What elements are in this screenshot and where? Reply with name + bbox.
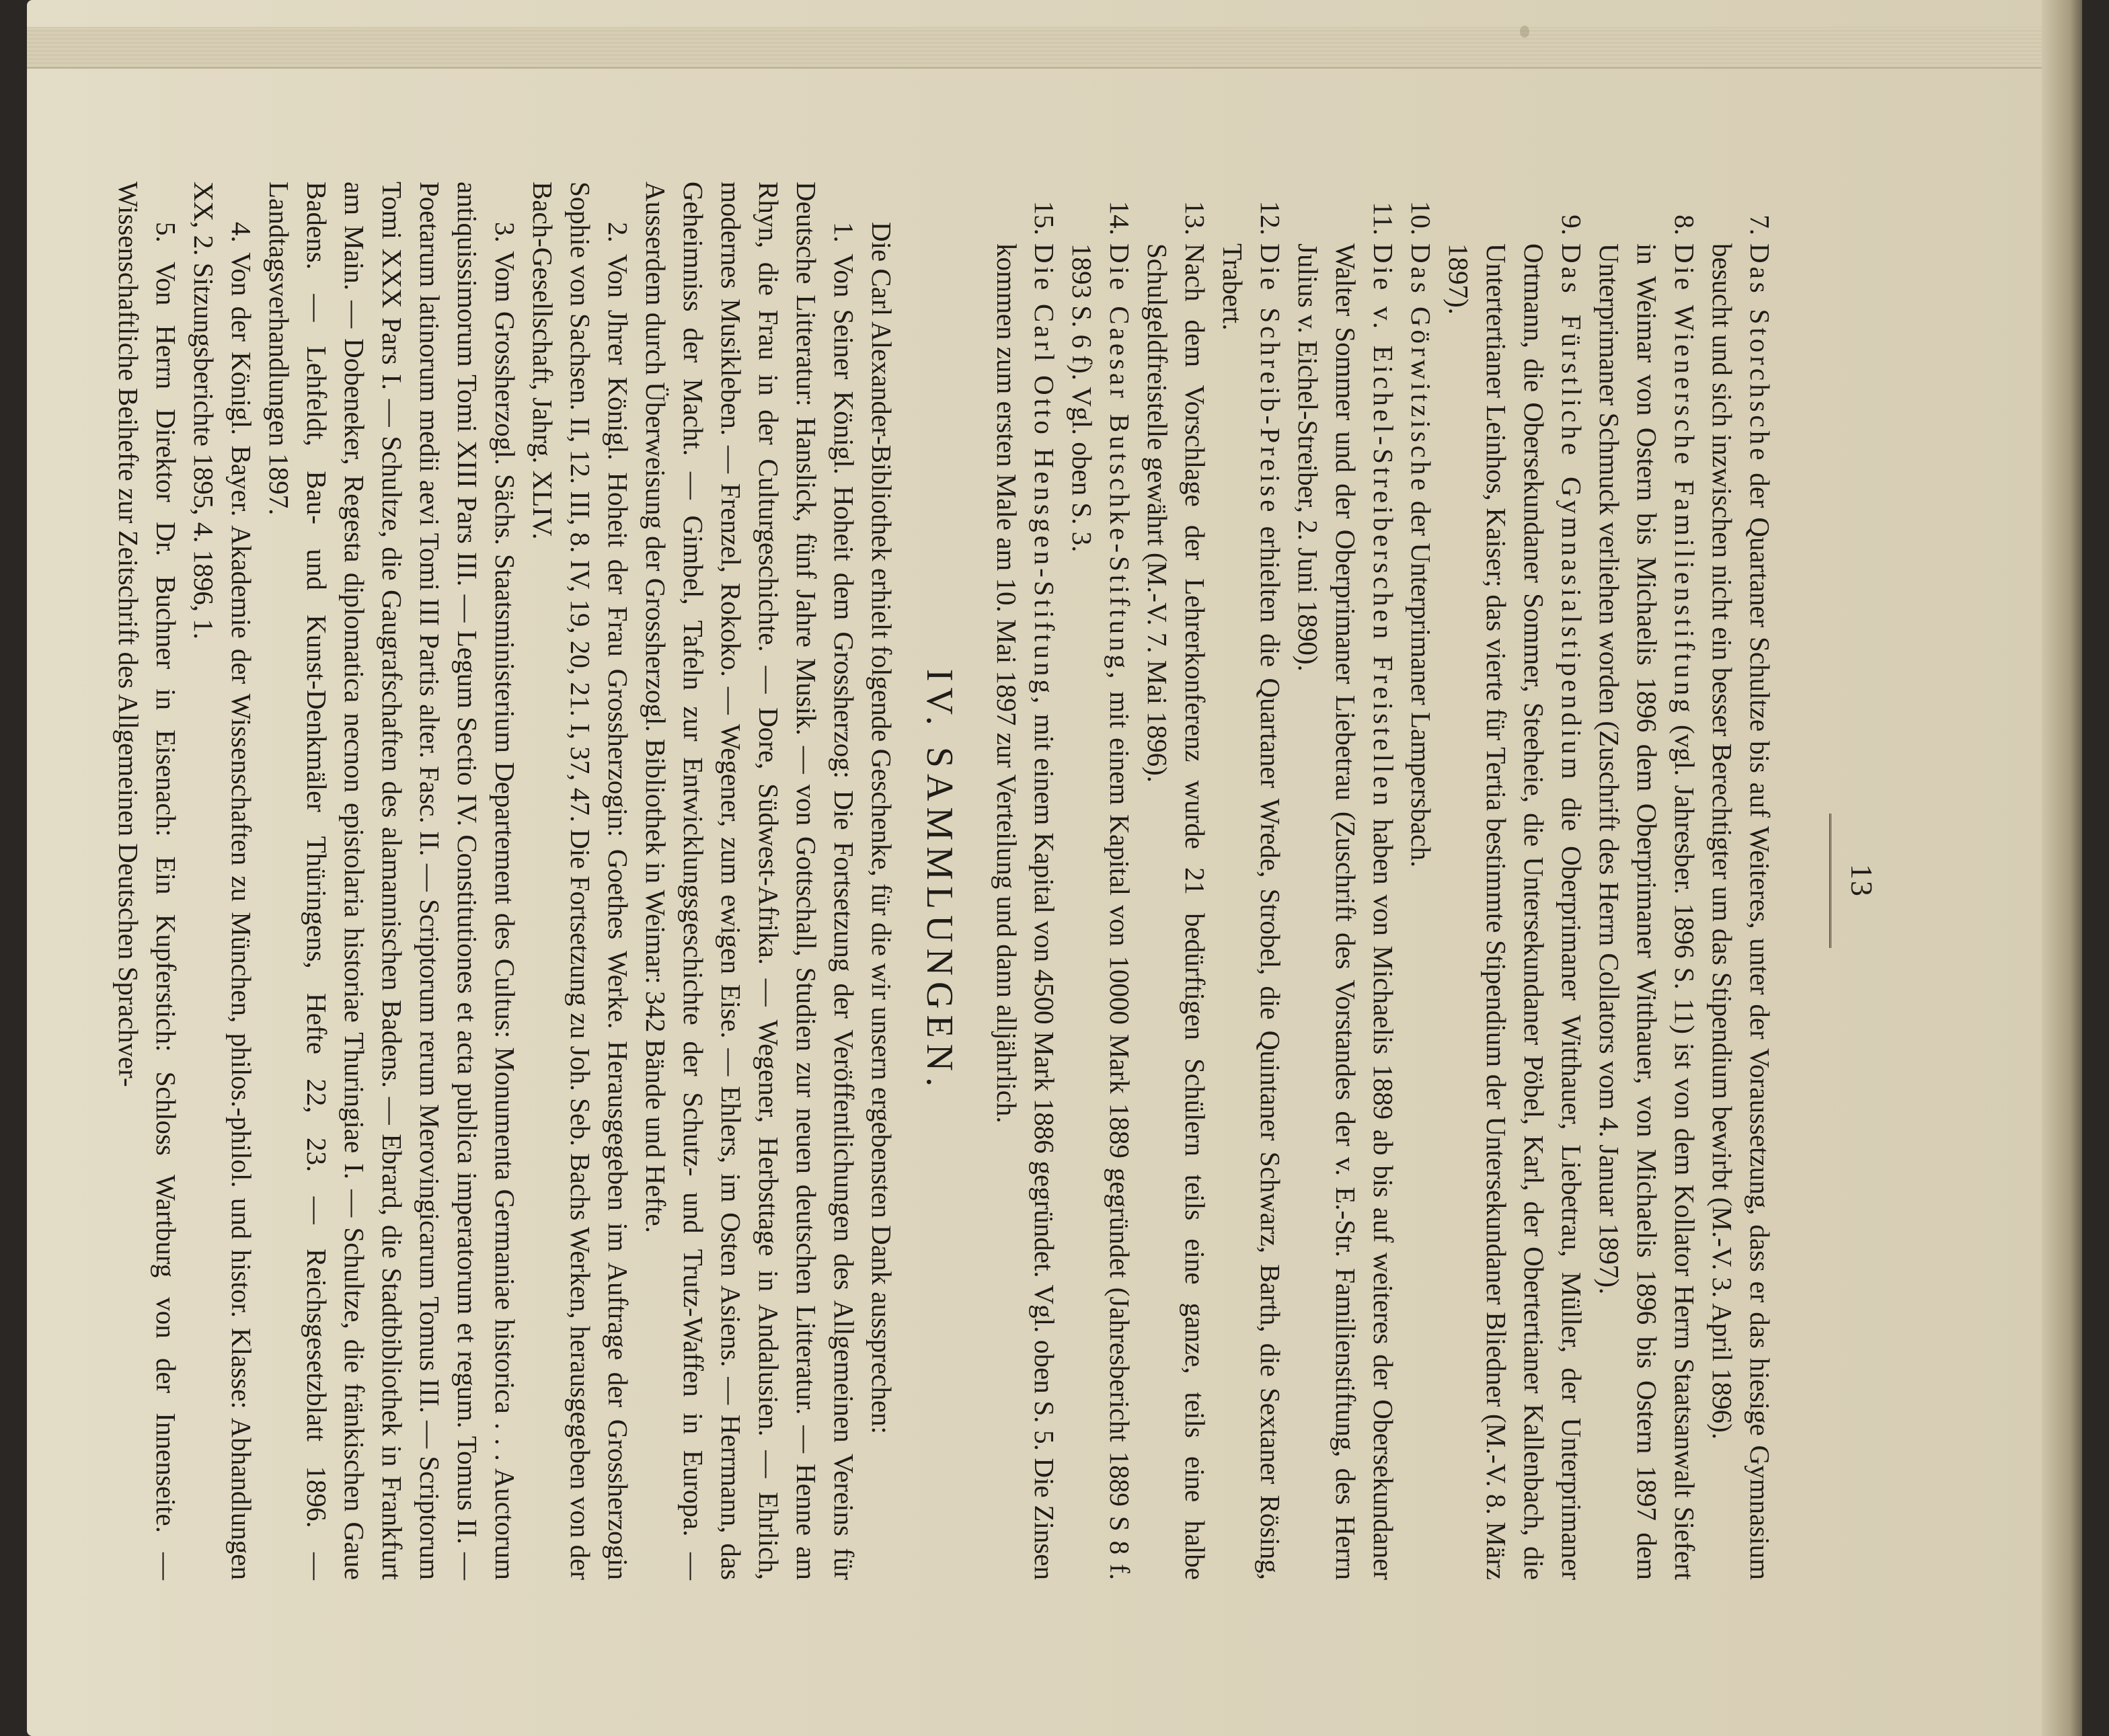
list-item [1214, 182, 1289, 1580]
list-item [1703, 182, 1779, 1580]
gift-entry [524, 182, 637, 1580]
list-item [1139, 182, 1214, 1580]
item-body: die Oberprimaner Witthauer, Liebetrau, Müller, der Unterprimaner Ortmann, die Obersekundaner Sommer, Steeheie, die Untersekundaner Pöbel, Karl, der Obertertianer Kallenbach, die Untertertianer Leinhos, Kaiser; das vierte für Tertia bestimmte Stipendium der Untersekundaner Bliedner (M.-V. 8. März 1897). [1443, 243, 1587, 1581]
item-text [1590, 243, 1703, 1580]
list-item [1063, 182, 1139, 1580]
item-body: der Quartaner Schultze bis auf Weiteres, unter der Voraussetzung, dass er das hiesige Gymnasium besucht und sich inzwischen nicht ein besser Berechtigter um das Stipendium bewirbt (M.-V. 3. April 1896). [1707, 243, 1775, 1580]
gift-text: Von Jhrer Königl. Hoheit der Frau Grossherzogin: Goethes Werke. Herausgegeben im Auftrage der Grossherzogin Sophie von Sachsen. II, 12. III, 8. IV, 19, 20, 21. I, 37, 47. Die Fortsetzung zu Joh. Seb. Bachs Werken, herausgegeben von der Bach-Gesellschaft, Jahrg. XLIV. [527, 182, 634, 1580]
item-text [988, 243, 1063, 1580]
rotated-page-content [0, 182, 1879, 1736]
item-number: 14. [1104, 200, 1135, 235]
gift-number: 2. [603, 222, 634, 243]
item-body: erhielten die Quartaner Wrede, Strobel, die Quintaner Schwarz, Barth, die Sextaner Rösing, Trabert. [1217, 243, 1286, 1580]
book-spine-shadow [2042, 0, 2082, 1736]
gift-text: Von Herrn Direktor Dr. Buchner in Eisenach: Ein Kupferstich: Schloss Wartburg von der Innenseite. — Wissenschaftliche Beihefte zur Zeitschrift des Allgemeinen Deutschen Sprachver- [113, 182, 182, 1580]
item-lead: Die Schreib-Preise [1255, 243, 1286, 516]
page-text-block [113, 182, 1880, 1581]
item-text [1139, 243, 1214, 1580]
section-heading: IV. SAMMLUNGEN. [919, 668, 960, 1093]
gift-number: 3. [490, 222, 521, 243]
page-number: 13 [1845, 864, 1879, 898]
item-number: 8. [1669, 214, 1700, 235]
item-lead: Die Caesar Butschke-Stiftung, [1104, 243, 1135, 682]
item-number: 11. [1368, 202, 1399, 235]
item-text [1289, 243, 1402, 1580]
list-item [1289, 182, 1402, 1580]
item-body: haben von Michaelis 1889 ab bis auf weiteres der Obersekundaner Walter Sommer und der Oberprimaner Liebetrau (Zuschrift des Vorstandes der v. E.-Str. Familienstiftung, des Herrn Julius v. Eichel-Streiber, 2. Juni 1890). [1293, 243, 1399, 1580]
text-body [110, 182, 1779, 1580]
item-lead: Die Carl Otto Hensgen-Stiftung, [1029, 243, 1060, 707]
item-body: der Unterprimaner Lampersbach. [1406, 494, 1436, 868]
gift-entry [260, 182, 524, 1580]
item-text [1440, 243, 1590, 1580]
item-number: 9. [1556, 214, 1587, 235]
list-item [1440, 182, 1590, 1580]
gift-text: Von Seiner Königl. Hoheit dem Grossherzog: Die Fortsetzung der Veröffentlichungen des Allgemeinen Vereins für Deutsche Litteratur: Hanslick, fünf Jahre Musik. — von Gottschall, Studien zur neuen deutschen Litteratur. — Henne am Rhyn, die Frau in der Culturgeschichte. — Dore, Südwest-Afrika. — Wegener, Herbsttage in Andalusien. — Ehrlich, modernes Musikleben. — Frenzel, Rokoko. — Wegener, zum ewigen Eise. — Ehlers, im Osten Asiens. — Herrmann, das Geheimniss der Macht. — Gimbel, Tafeln zur Entwicklungsgeschichte der Schutz- und Trutz-Waffen in Europa. — Ausserdem durch Überweisung der Grossherzogl. Bibliothek in Weimar: 342 Bände und Hefte. [640, 182, 859, 1580]
item-body: Nach dem Vorschlage der Lehrerkonferenz wurde 21 bedürftigen Schülern teils eine ganze, teils eine halbe Schulgeldfreistelle gewährt (M.-V. 7. Mai 1896). [1142, 243, 1211, 1580]
item-body: mit einem Kapital von 10000 Mark 1889 gegründet (Jahresbericht 1889 S 8 f. 1893 S. 6 f). Vgl. oben S. 3. [1067, 243, 1135, 1580]
gift-entry [637, 182, 863, 1580]
gift-entry [110, 182, 185, 1580]
item-text [1063, 243, 1139, 1580]
gift-number: 4. [226, 222, 257, 243]
page-edges [27, 27, 2051, 69]
gift-number: 5. [151, 222, 182, 243]
gift-text: Vom Grossherzogl. Sächs. Staatsministerium Departement des Cultus: Monumenta Germaniae historica . . . Auctorum antiquissimorum Tomi XIII Pars III. — Legum Sectio IV. Constitutiones et acta publica imperatorum et regum. Tomus II. — Poetarum latinorum medii aevi Tomi III Partis alter. Fasc. II. — Scriptorum rerum Merovingicarum Tomus III. — Scriptorum Tomi XXX Pars I. — Schultze, die Gaugrafschaften des alamannischen Badens. — Ebrard, die Stadtbibliothek in Frankfurt am Main. — Dobeneker, Regesta diplomatica necnon epistolaria historiae Thuringiae I. — Schultze, die fränkischen Gaue Badens. — Lehfeldt, Bau- und Kunst-Denkmäler Thüringens, Hefte 22, 23. — Reichsgesetzblatt 1896. — Landtagsverhandlungen 1897. [264, 182, 521, 1580]
list-item [1590, 182, 1703, 1580]
gift-entry [185, 182, 260, 1580]
item-text [1703, 243, 1779, 1580]
item-text [1402, 243, 1440, 1580]
item-lead: Das Storchsche [1744, 243, 1775, 464]
item-number: 15. [1029, 200, 1060, 235]
item-lead: Die Wienersche Familienstiftung [1669, 243, 1700, 716]
page-number-ornament [1825, 814, 1831, 948]
item-lead: Das Görwitzische [1406, 243, 1436, 494]
item-text [1214, 243, 1289, 1580]
item-body: (vgl. Jahresber. 1896 S. 11) ist von dem Kollator Herrn Staatsanwalt Siefert in Weimar von Ostern bis Michaelis 1896 dem Oberprimaner Witthauer, von Michaelis 1896 bis Ostern 1897 dem Unterprimaner Schmuck verliehen worden (Zuschrift des Herrn Collators vom 4. Januar 1897). [1594, 243, 1700, 1580]
gift-number: 1. [829, 222, 859, 243]
list-item [1402, 182, 1440, 1580]
item-lead: Die v. Eichel-Streiberschen Freistellen [1368, 243, 1399, 810]
section-intro: Die Carl Alexander-Bibliothek erhielt folgende Geschenke, für die wir unsern ergebensten Dank aussprechen: [866, 222, 897, 1434]
item-body: mit einem Kapital von 4500 Mark 1886 gegründet. Vgl. oben S. 5. Die Zinsen kommen zum ersten Male am 10. Mai 1897 zur Verteilung und dann alljährlich. [991, 243, 1060, 1580]
item-number: 10. [1406, 200, 1436, 235]
paper-stain [1520, 26, 1529, 38]
item-number: 12. [1255, 200, 1286, 235]
item-number: 7. [1744, 214, 1775, 235]
gift-text: Von der Königl. Bayer. Akademie der Wissenschaften zu München, philos.-philol. und histor. Klasse: Abhandlungen XX, 2. Sitzungsberichte 1895, 4. 1896, 1. [188, 182, 257, 1580]
list-item [988, 182, 1063, 1580]
item-number: 13. [1180, 200, 1211, 235]
item-lead: Das Fürstliche Gymnasialstipendium [1556, 243, 1587, 783]
